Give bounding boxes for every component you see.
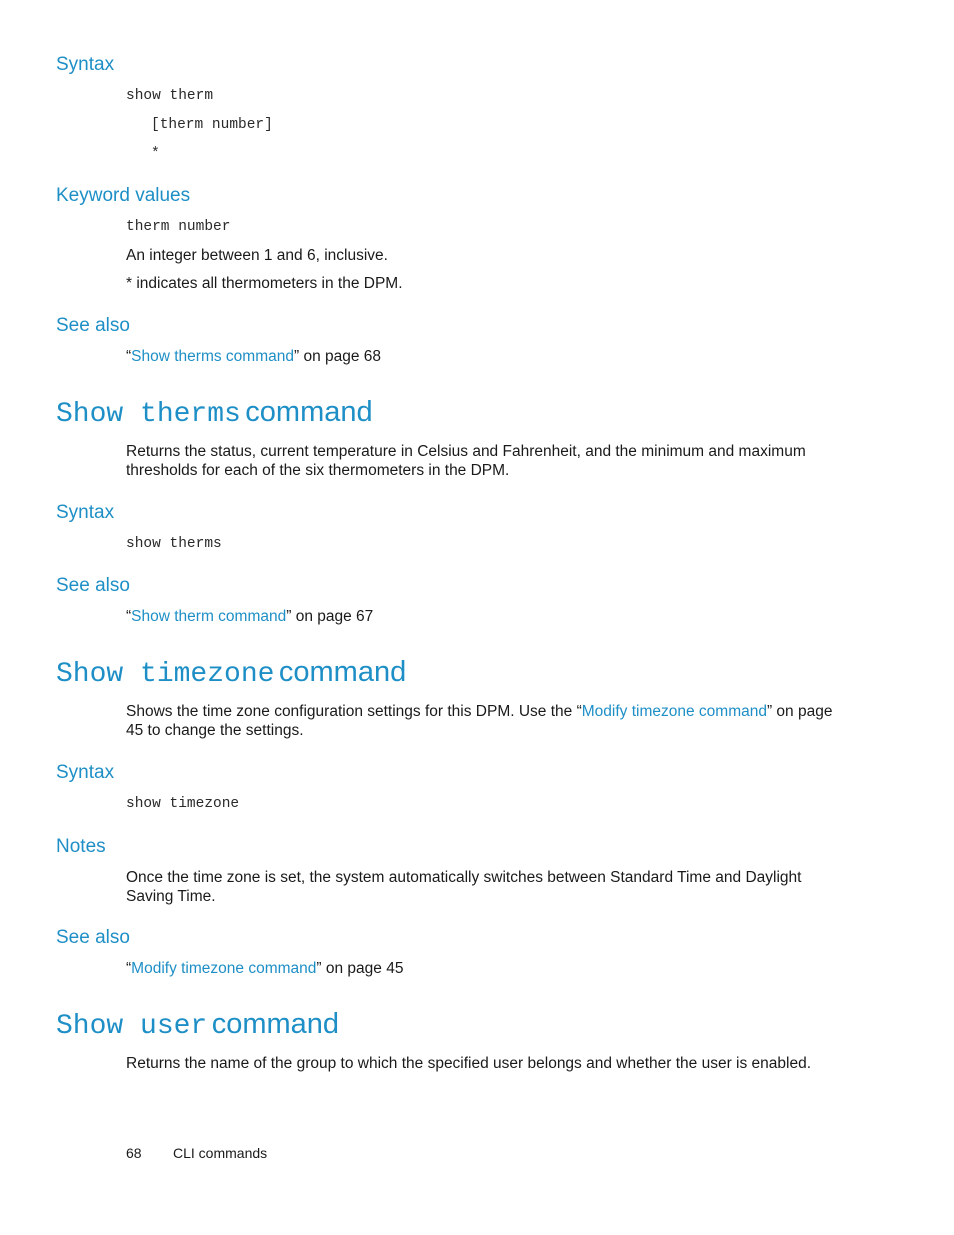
keyword-values-heading: Keyword values xyxy=(56,185,191,206)
keyword-description: An integer between 1 and 6, inclusive. xyxy=(126,247,388,264)
quote-open: “ xyxy=(126,960,132,977)
title-command-name: Show therms xyxy=(56,399,241,430)
see-also-reference xyxy=(126,347,381,366)
see-also-reference xyxy=(126,607,373,626)
syntax-heading: Syntax xyxy=(56,762,115,783)
description-text: ” on page xyxy=(766,703,833,720)
show-therms-command-link[interactable]: Show therms command xyxy=(131,348,294,365)
page-reference: ” on page 45 xyxy=(316,960,404,977)
keyword-description: * indicates all thermometers in the DPM. xyxy=(126,275,403,292)
syntax-line: * xyxy=(151,146,160,162)
quote-open: “ xyxy=(126,348,132,365)
title-word: command xyxy=(211,1008,340,1040)
syntax-heading: Syntax xyxy=(56,54,115,75)
syntax-line: show therm xyxy=(126,88,214,104)
see-also-heading: See also xyxy=(56,575,130,596)
section-description: 45 to change the settings. xyxy=(126,722,304,739)
quote-open: “ xyxy=(126,608,132,625)
section-title-show-therms xyxy=(56,396,373,430)
footer-page-number: 68 xyxy=(126,1145,142,1161)
title-command-name: Show timezone xyxy=(56,659,275,690)
section-description: Returns the status, current temperature in Celsius and Fahrenheit, and the minimum and maximum xyxy=(126,443,806,460)
syntax-line: show therms xyxy=(126,536,222,552)
section-title-show-timezone xyxy=(56,656,406,690)
modify-timezone-command-link[interactable]: Modify timezone command xyxy=(131,960,317,977)
modify-timezone-command-link[interactable]: Modify timezone command xyxy=(581,703,767,720)
see-also-heading: See also xyxy=(56,315,130,336)
section-description: thresholds for each of the six thermometers in the DPM. xyxy=(126,462,510,479)
description-text: Shows the time zone configuration settings for this DPM. Use the “ xyxy=(126,703,582,720)
show-therm-command-link[interactable]: Show therm command xyxy=(131,608,287,625)
keyword-code: therm number xyxy=(126,219,231,235)
footer-section-name: CLI commands xyxy=(173,1145,268,1161)
syntax-line: [therm number] xyxy=(151,117,273,133)
title-word: command xyxy=(278,656,407,688)
section-description xyxy=(126,702,832,721)
section-description: Returns the name of the group to which the specified user belongs and whether the user is enabled. xyxy=(126,1055,812,1072)
section-title-show-user xyxy=(56,1008,339,1042)
see-also-reference xyxy=(126,959,403,978)
page-reference: ” on page 67 xyxy=(286,608,374,625)
notes-text: Once the time zone is set, the system automatically switches between Standard Time and Daylight xyxy=(126,869,802,886)
title-command-name: Show user xyxy=(56,1011,208,1042)
title-word: command xyxy=(245,396,373,428)
syntax-heading: Syntax xyxy=(56,502,115,523)
syntax-line: show timezone xyxy=(126,796,240,812)
page-reference: ” on page 68 xyxy=(293,348,382,365)
notes-heading: Notes xyxy=(56,836,106,857)
see-also-heading: See also xyxy=(56,927,130,948)
notes-text: Saving Time. xyxy=(126,888,216,905)
